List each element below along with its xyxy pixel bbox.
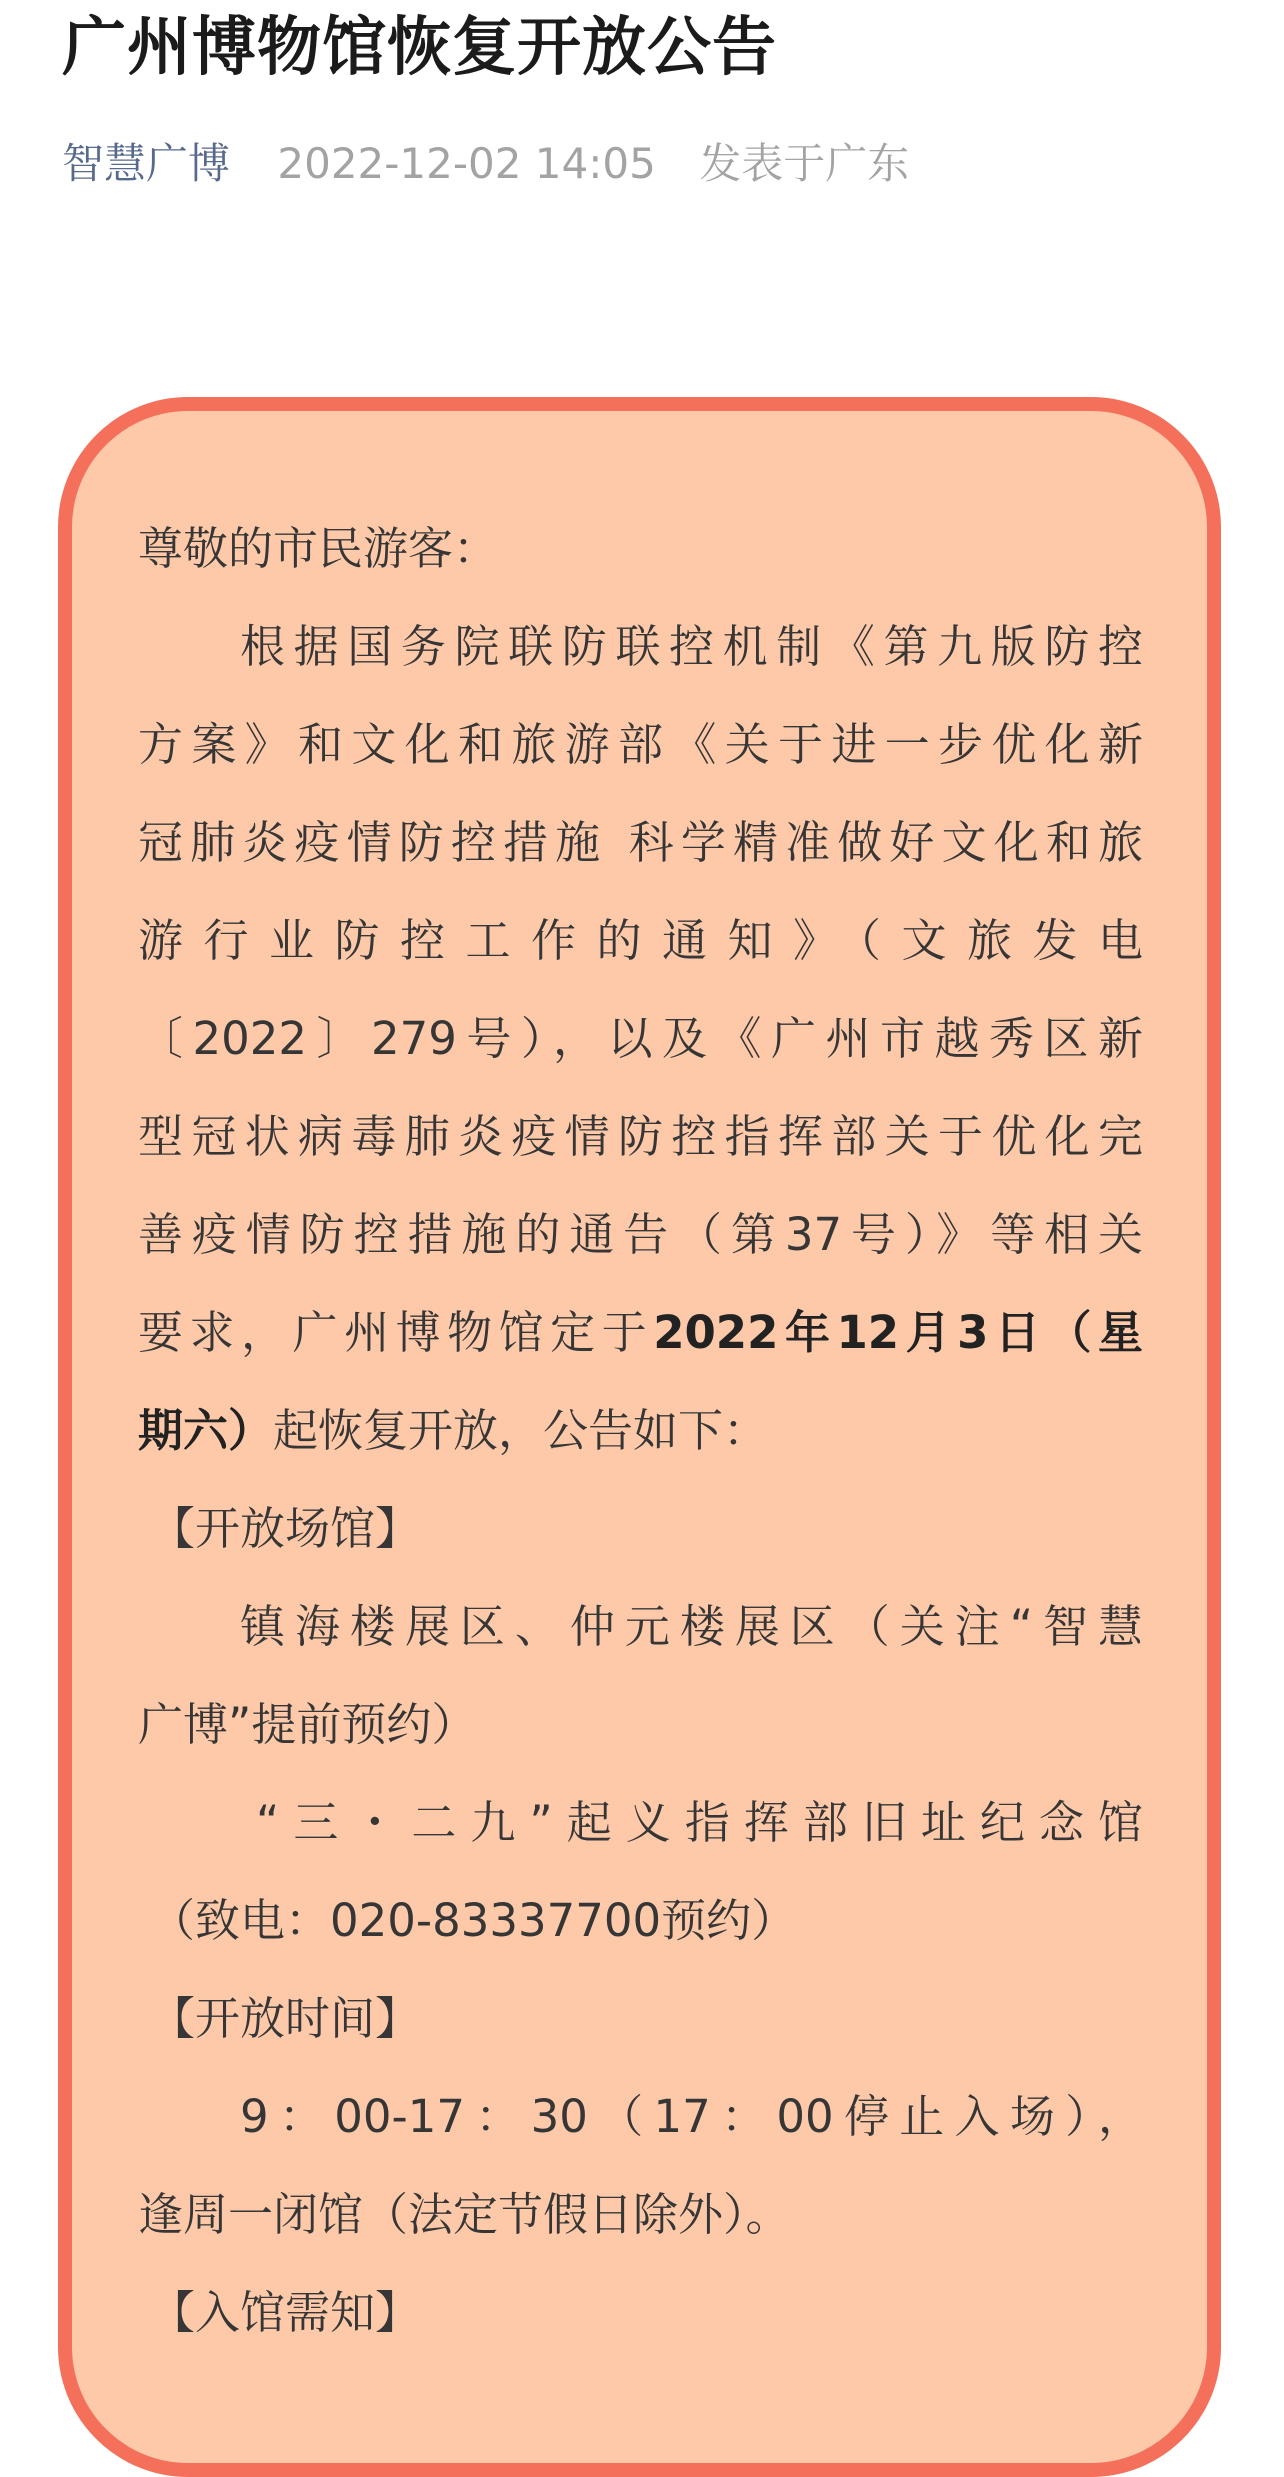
notice-paragraph-line: 冠肺炎疫情防控措施 科学精准做好文化和旅: [138, 816, 1143, 869]
notice-paragraph-line: 〔2022〕279号），以及《广州市越秀区新: [138, 1012, 1143, 1065]
notice-paragraph-line: 型冠状病毒肺炎疫情防控指挥部关于优化完: [138, 1110, 1143, 1163]
notice-paragraph-line: 游行业防控工作的通知》（文旅发电: [138, 914, 1143, 967]
venue-line: 广博”提前预约）: [138, 1698, 477, 1751]
venue-line: “三・二九”起义指挥部旧址纪念馆: [256, 1796, 1143, 1849]
reopen-date-highlight: 2022年12月3日（星: [653, 1306, 1143, 1359]
article-meta: [62, 134, 909, 194]
venue-line: 镇海楼展区、仲元楼展区（关注“智慧: [240, 1600, 1143, 1653]
author-link[interactable]: 智慧广博: [62, 139, 231, 188]
notice-paragraph-line: [138, 1382, 1143, 1480]
notice-paragraph-line: 善疫情防控措施的通告（第37号）》等相关: [138, 1208, 1143, 1261]
publish-location: 发表于广东: [699, 139, 910, 188]
section-heading-entry: 【入馆需知】: [150, 2286, 421, 2339]
section-heading-venues: 【开放场馆】: [150, 1502, 421, 1555]
hours-line: 9：00-17：30（17：00停止入场），: [240, 2090, 1143, 2143]
notice-text: 要求，广州博物馆定于: [138, 1306, 654, 1359]
notice-paragraph-line: [138, 1284, 1143, 1382]
section-heading-hours: 【开放时间】: [150, 1992, 421, 2045]
hours-line: 逢周一闭馆（法定节假日除外）。: [138, 2188, 791, 2241]
venue-line: （致电：020-83337700预约）: [150, 1894, 797, 1947]
reopen-date-highlight: 期六）: [138, 1404, 274, 1457]
notice-paragraph-line: 方案》和文化和旅游部《关于进一步优化新: [138, 718, 1143, 771]
article-title: 广州博物馆恢复开放公告: [62, 11, 777, 85]
notice-text: 起恢复开放，公告如下：: [273, 1404, 769, 1457]
notice-paragraph-line: 根据国务院联防联控机制《第九版防控: [240, 620, 1143, 673]
notice-greeting: 尊敬的市民游客：: [138, 522, 499, 575]
notice-body: [138, 500, 1143, 2362]
publish-date: 2022-12-02 14:05: [277, 139, 656, 188]
